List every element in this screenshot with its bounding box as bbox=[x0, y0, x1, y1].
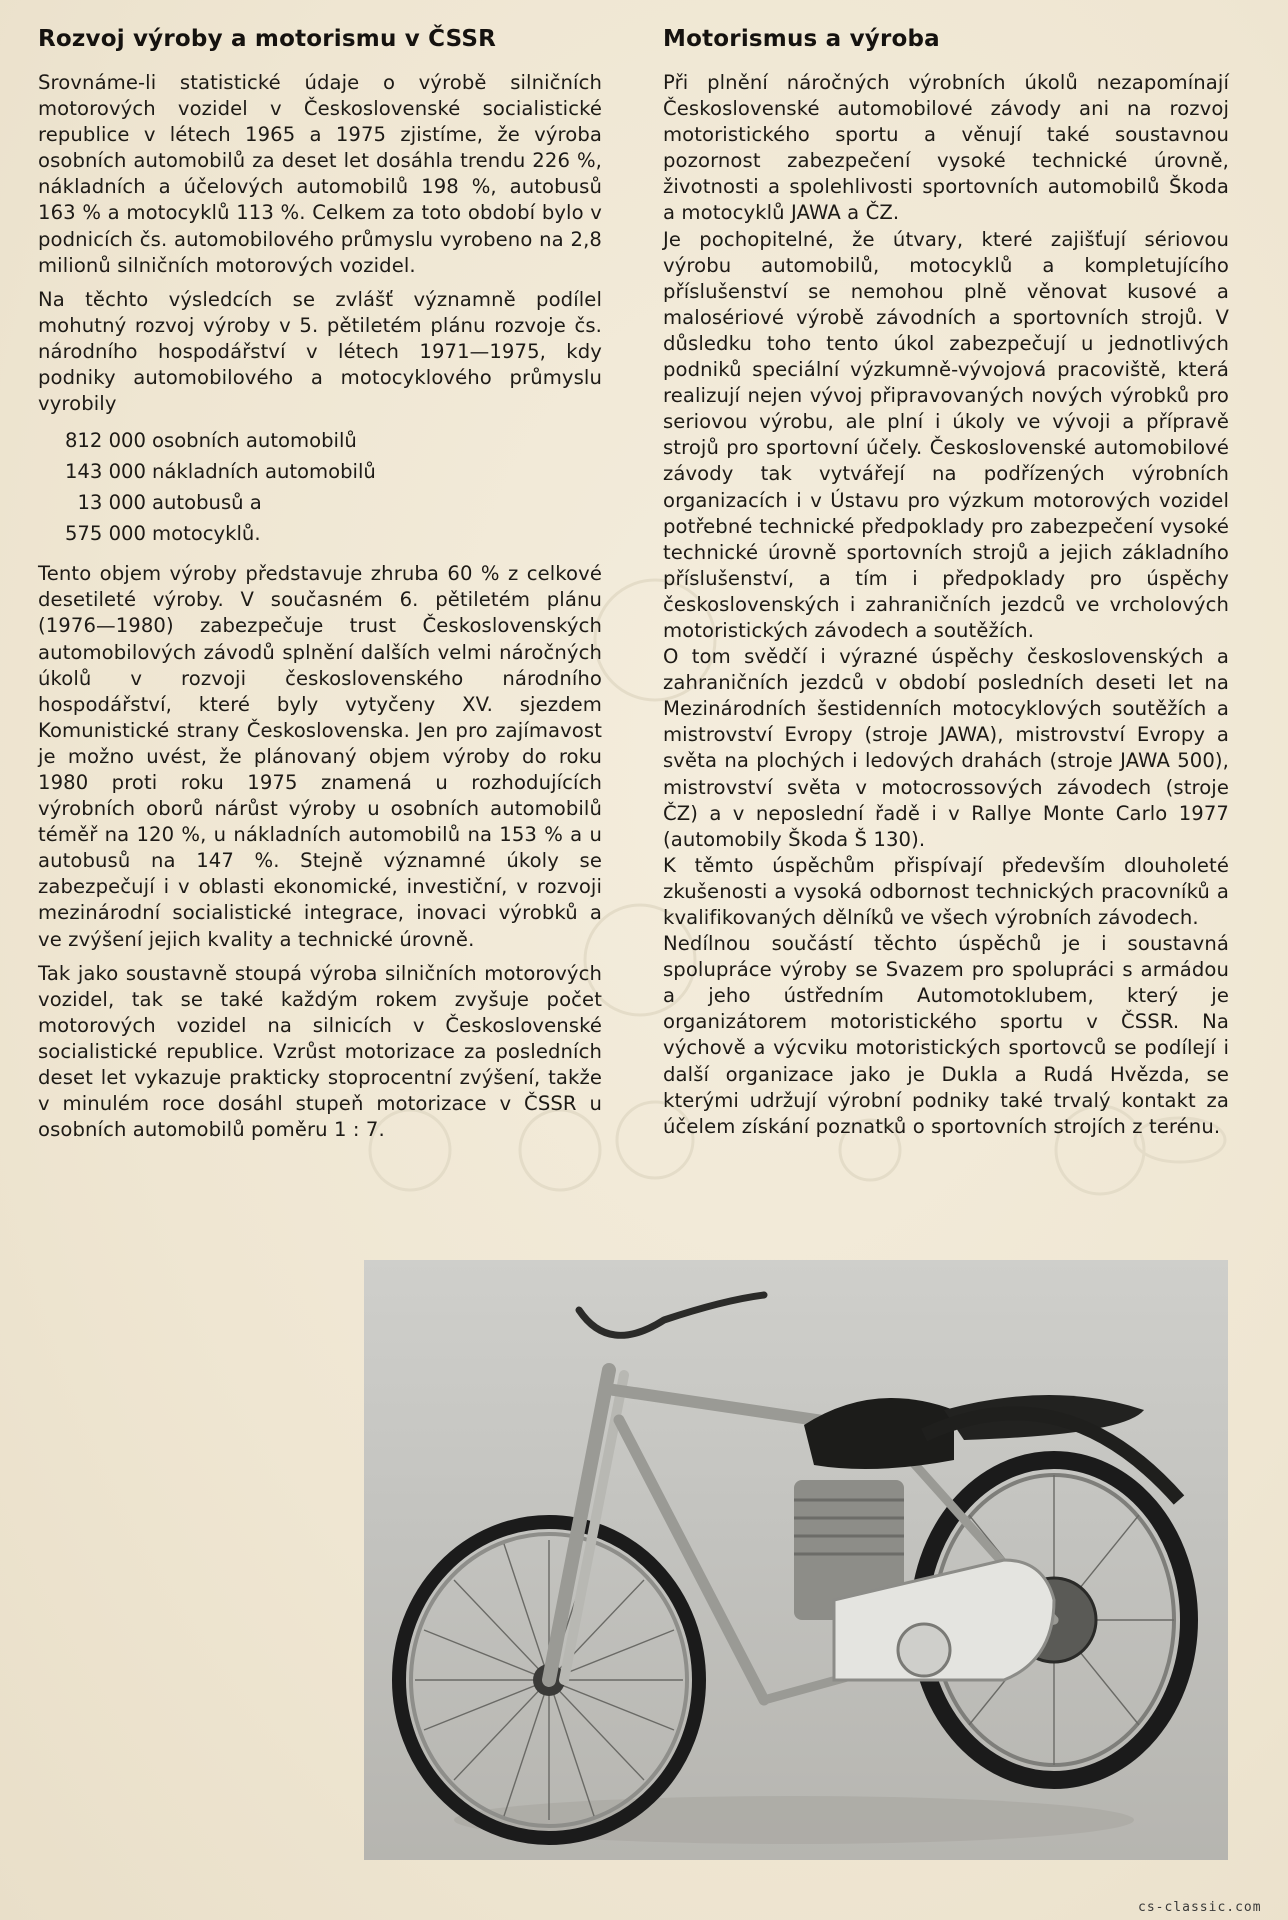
right-heading: Motorismus a výroba bbox=[663, 26, 940, 52]
left-paragraph-3: Tento objem výroby představuje zhruba 60 % z celkové desetileté výroby. V současném 6. pětiletém plánu (1976—1980) zabezpečuje trust Československých automobilových závodů splnění dalších velmi náročných úkolů v rozvoji československého národního hospodářství, které byly vytyčeny XV. sjezdem Komunistické strany Československa. Jen pro zajímavost je možno uvést, že plánovaný objem výroby do roku 1980 proti roku 1975 znamená u rozhodujících výrobních oborů nárůst výroby u osobních automobilů téměř na 120 %, u nákladních automobilů na 153 % a u autobusů na 147 %. Stejně významné úkoly se zabezpečují i v oblasti ekonomické, investiční, v rozvoji mezinárodní socialistické integrace, inovaci výrobků a ve zvýšení jejich kvality a technické úrovně. bbox=[38, 562, 602, 951]
right-column bbox=[663, 26, 1229, 1140]
figure-number: 575 000 bbox=[64, 522, 146, 546]
right-paragraph-4: K těmto úspěchům přispívají především dlouholeté zkušenosti a vysoká odbornost technických pracovníků a kvalifikovaných dělníků ve všech výrobních závodech. bbox=[663, 853, 1229, 929]
figure-label: nákladních automobilů bbox=[152, 460, 376, 484]
motorcycle-illustration bbox=[364, 1260, 1228, 1860]
left-paragraph-4: Tak jako soustavně stoupá výroba silničních motorových vozidel, tak se také každým rokem zvyšuje počet motorových vozidel na silnicích v Československé socialistické republice. Vzrůst motorizace za posledních deset let vykazuje prakticky stoprocentní zvýšení, takže v minulém roce dosáhl stupeň motorizace v ČSSR u osobních automobilů poměru 1 : 7. bbox=[38, 961, 602, 1142]
figure-item bbox=[60, 425, 602, 456]
right-paragraph-2: Je pochopitelné, že útvary, které zajišťují sériovou výrobu automobilů, motocyklů a kompletujícího příslušenství se nemohou plně věnovat kusové a malosériové výrobě závodních a sportovních strojů. V důsledku toho tento úkol zabezpečují u jednotlivých podniků speciální výzkumně-vývojová pracoviště, která realizují nejen vývoj připravovaných nových výrobků pro seriovou výrobu, ale plní i úkoly ve vývoji a přípravě strojů pro sportovní účely. Československé automobilové závody tak vytvářejí na podřízených výrobních organizacích i v Ústavu pro výzkum motorových vozidel potřebné technické předpoklady pro zabezpečení vysoké technické úrovně sportovních strojů a jejich základního příslušenství, a tím i předpoklady pro úspěchy československých i zahraničních jezdců ve vrcholových motoristických závodech a soutěžích. bbox=[663, 227, 1229, 642]
figure-number: 143 000 bbox=[64, 460, 146, 484]
left-column bbox=[38, 26, 602, 1151]
figure-number: 13 000 bbox=[77, 491, 146, 515]
figure-label: autobusů a bbox=[152, 491, 262, 515]
right-paragraph-1: Při plnění náročných výrobních úkolů nezapomínají Československé automobilové závody ani na rozvoj motoristického sportu a věnují také soustavnou pozornost zabezpečení vysoké technické úrovně, životnosti a spolehlivosti sportovních automobilů Škoda a motocyklů JAWA a ČZ. bbox=[663, 71, 1229, 225]
figure-label: osobních automobilů bbox=[152, 429, 357, 453]
figure-label: motocyklů. bbox=[152, 522, 261, 546]
figure-item bbox=[60, 518, 602, 549]
right-paragraph-5: Nedílnou součástí těchto úspěchů je i soustavná spolupráce výroby se Svazem pro spolupráci s armádou a jeho ústředním Automotoklubem, který je organizátorem motoristického sportu v ČSSR. Na výchově a výcviku motoristických sportovců se podílejí i další organizace jako je Dukla a Rudá Hvězda, se kterými udržují výrobní podniky také trvalý kontakt za účelem získání poznatků o sportovních strojích z terénu. bbox=[663, 932, 1229, 1138]
production-figures-list bbox=[38, 425, 602, 549]
speedway-motorcycle-photo bbox=[364, 1260, 1228, 1860]
figure-item bbox=[60, 487, 602, 518]
figure-item bbox=[60, 456, 602, 487]
engine bbox=[794, 1480, 1054, 1680]
left-paragraph-2: Na těchto výsledcích se zvlášť významně podílel mohutný rozvoj výroby v 5. pětiletém plánu rozvoje čs. národního hospodářství v létech 1971—1975, kdy podniky automobilového a motocyklového průmyslu vyrobily bbox=[38, 287, 602, 416]
watermark: cs-classic.com bbox=[1138, 1900, 1262, 1915]
handlebars bbox=[579, 1295, 764, 1335]
figure-number: 812 000 bbox=[64, 429, 146, 453]
left-paragraph-1: Srovnáme-li statistické údaje o výrobě silničních motorových vozidel v Československé socialistické republice v létech 1965 a 1975 zjistíme, že výroba osobních automobilů za deset let dosáhla trendu 226 %, nákladních a účelových automobilů 198 %, autobusů 163 % a motocyklů 113 %. Celkem za toto období bylo v podnicích čs. automobilového průmyslu vyrobeno na 2,8 milionů silničních motorových vozidel. bbox=[38, 71, 602, 277]
right-paragraph-3: O tom svědčí i výrazné úspěchy československých a zahraničních jezdců v období posledních deseti let na Mezinárodních šestidenních motocyklových soutěžích a mistrovství Evropy (stroje JAWA), mistrovství Evropy a světa na plochých i ledových drahách (stroje JAWA 500), mistrovství světa v motocrossových závodech (stroje ČZ) a v neposlední řadě i v Rallye Monte Carlo 1977 (automobily Škoda Š 130). bbox=[663, 645, 1229, 851]
left-heading: Rozvoj výroby a motorismu v ČSSR bbox=[38, 26, 497, 52]
